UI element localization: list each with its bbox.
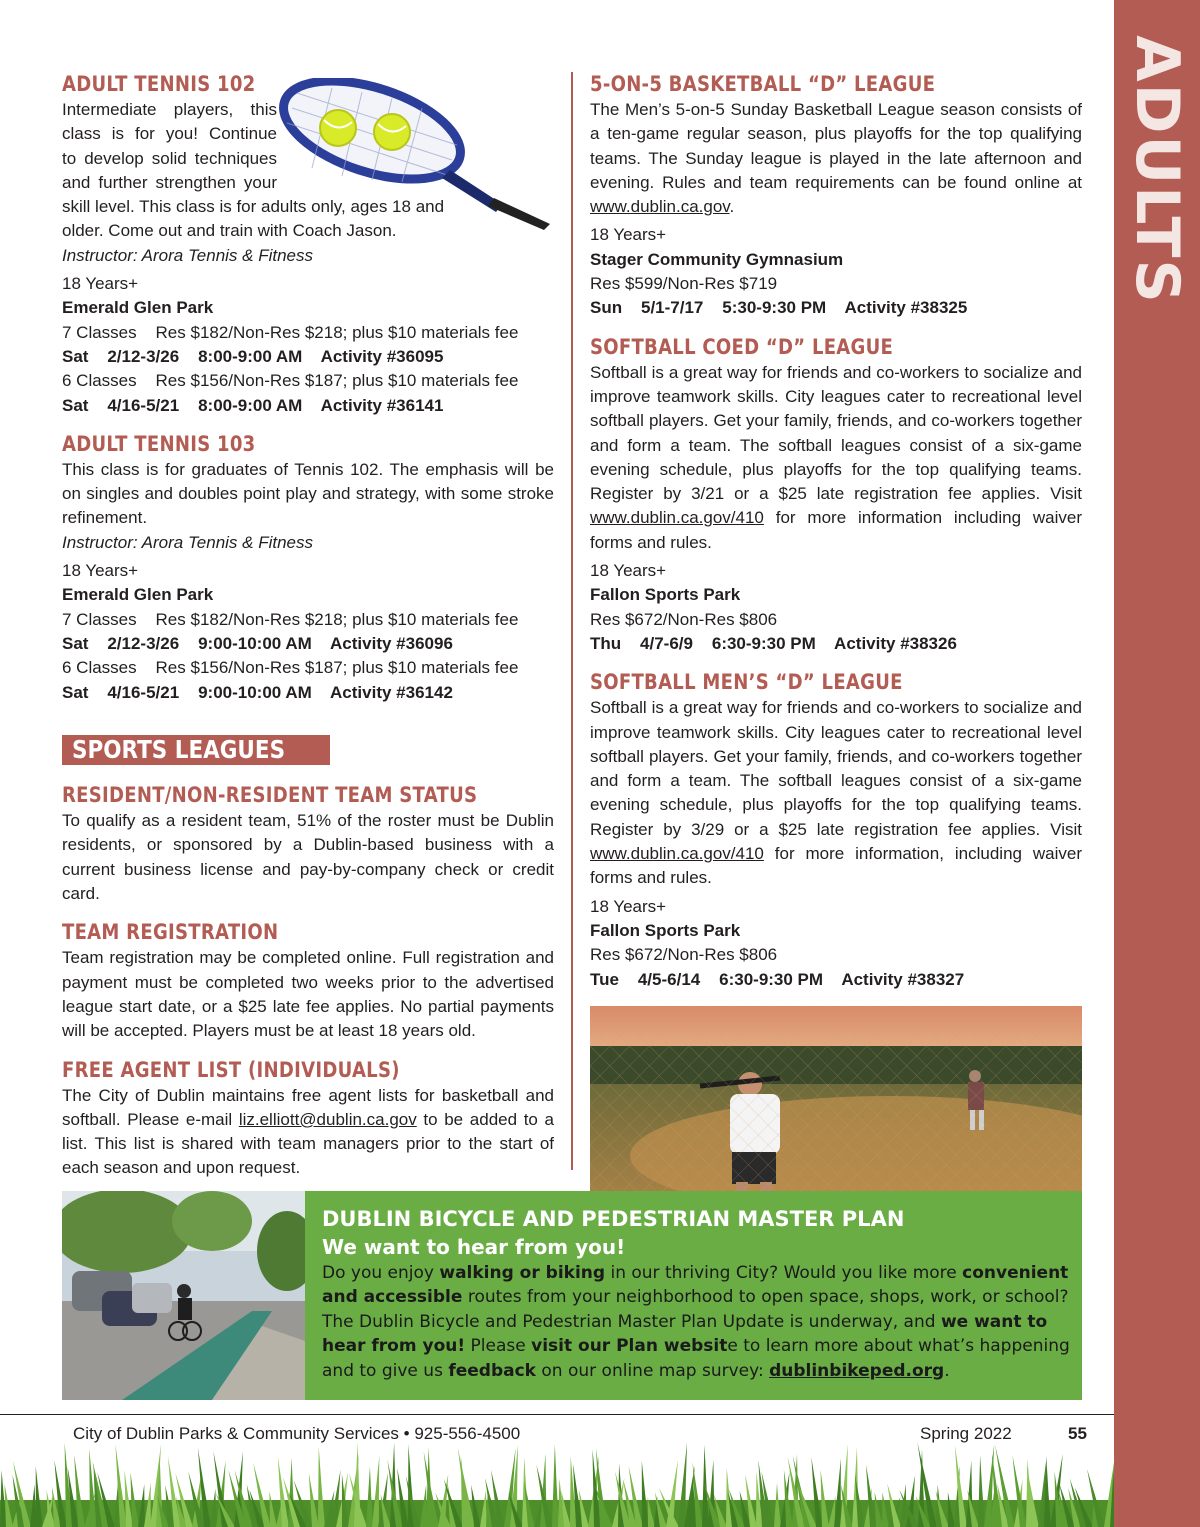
age-range: 18 Years+ <box>590 225 667 245</box>
promo-text-run: e to learn more about what’s happening and to give us <box>322 1336 1070 1381</box>
promo-text-run: Please <box>465 1336 532 1357</box>
section-title: RESIDENT/NON-RESIDENT TEAM STATUS <box>62 783 478 808</box>
grass-blade <box>702 1445 709 1527</box>
session-fee: 6 Classes Res $156/Non-Res $187; plus $10 materials fee <box>62 658 519 678</box>
footer-organization: City of Dublin Parks & Community Services • 925-556-4500 <box>73 1424 521 1443</box>
softball-mens-section <box>590 668 1082 992</box>
promo-text-run: routes from your neighborhood to open space, shops, work, or school? The Dublin Bicycle and Pedestrian Master Plan Update is underway, and <box>322 1287 1069 1332</box>
banner-text: SPORTS LEAGUES <box>72 734 286 764</box>
plan-website-link[interactable]: dublinbikeped.org <box>769 1360 945 1381</box>
session-fee: 6 Classes Res $156/Non-Res $187; plus $10 materials fee <box>62 371 519 391</box>
intro-line: class is for you! Continue <box>62 124 277 144</box>
age-range: 18 Years+ <box>62 274 139 294</box>
age-range: 18 Years+ <box>62 561 139 581</box>
body-text: To qualify as a resident team, 51% of the roster must be Dublin residents, or sponsored by a Dublin-based business with a current business license and pay-by-company check or credit card. <box>62 811 554 904</box>
body-after: for more information including waiver forms and rules. <box>590 508 1082 552</box>
schedule: Tue 4/5-6/14 6:30-9:30 PM Activity #38327 <box>590 969 965 989</box>
tennis-103-section <box>62 430 554 705</box>
left-column <box>62 70 554 1193</box>
intro-line: to develop solid techniques <box>62 148 277 168</box>
website-link[interactable]: www.dublin.ca.gov/410 <box>590 844 764 864</box>
bike-plan-promo <box>62 1191 1082 1400</box>
team-status-section <box>62 781 554 906</box>
location: Fallon Sports Park <box>590 920 741 940</box>
age-range: 18 Years+ <box>590 896 667 916</box>
footer-season: Spring 2022 <box>920 1424 1012 1443</box>
section-title: 5-ON-5 BASKETBALL “D” LEAGUE <box>590 72 936 96</box>
section-title: FREE AGENT LIST (INDIVIDUALS) <box>62 1057 400 1082</box>
footer-rule <box>0 1414 1114 1415</box>
column-divider <box>571 72 573 1170</box>
instructor: Instructor: Arora Tennis & Fitness <box>62 532 314 552</box>
intro-text <box>62 98 277 195</box>
grass-blade <box>552 1444 559 1527</box>
session-fee: 7 Classes Res $182/Non-Res $218; plus $10 materials fee <box>62 322 519 342</box>
body-after: . <box>729 197 735 217</box>
grass-blade <box>366 1466 373 1527</box>
instructor: Instructor: Arora Tennis & Fitness <box>62 245 314 265</box>
section-title: TEAM REGISTRATION <box>62 920 279 945</box>
promo-text-run: on our online map survey: <box>536 1360 770 1381</box>
promo-text-run: . <box>944 1360 950 1381</box>
body-after: to be added to a list. This list is shared with team managers prior to the start of each season and upon request. <box>62 1109 555 1178</box>
promo-subtitle: We want to hear from you! <box>322 1235 626 1259</box>
body-after: for more information, including waiver forms and rules. <box>590 844 1082 888</box>
intro-line: Intermediate players, this <box>62 100 277 119</box>
promo-text-run: in our thriving City? Would you like more <box>605 1263 963 1283</box>
session-schedule: Sat 4/16-5/21 9:00-10:00 AM Activity #36142 <box>62 682 453 702</box>
grass-blade <box>834 1458 841 1527</box>
website-link[interactable]: www.dublin.ca.gov/410 <box>590 508 764 528</box>
email-link[interactable]: liz.elliott@dublin.ca.gov <box>238 1109 417 1129</box>
free-agent-section <box>62 1056 554 1181</box>
tennis-racket-image <box>272 78 554 230</box>
session-schedule: Sat 4/16-5/21 8:00-9:00 AM Activity #36141 <box>62 395 444 415</box>
body-text: skill level. This class is for adults only, ages 18 and older. Come out and train with Coach Jason. <box>62 197 445 241</box>
body-before: Softball is a great way for friends and co-workers to socialize and improve teamwork skills. City leagues cater to recreational level softball players. Get your family, friends, and co-workers together and form a team. The softball leagues consist of a six-game evening schedule, plus playoffs for the top qualifying teams. Register by 3/21 or a $25 late registration fee applies. Visit <box>590 362 1082 504</box>
sports-leagues-banner <box>62 735 330 765</box>
promo-emphasis: feedback <box>448 1360 536 1381</box>
section-title: SOFTBALL COED “D” LEAGUE <box>590 334 894 359</box>
basketball-section <box>590 70 1082 321</box>
location: Emerald Glen Park <box>62 298 214 318</box>
body-before: Softball is a great way for friends and co-workers to socialize and improve teamwork skills. City leagues cater to recreational level softball players. Get your family, friends, and co-workers together and form a team. The softball leagues consist of a six-game evening schedule, plus playoffs for the top qualifying teams. Register by 3/29 or a $25 late registration fee applies. Visit <box>590 698 1082 839</box>
schedule: Sun 5/1-7/17 5:30-9:30 PM Activity #38325 <box>590 298 968 318</box>
promo-emphasis: convenient and accessible <box>322 1263 1069 1308</box>
promo-text-run: Do you enjoy <box>322 1263 440 1283</box>
promo-body <box>322 1261 1070 1383</box>
section-title: ADULT TENNIS 102 <box>62 72 256 96</box>
age-range: 18 Years+ <box>590 561 667 581</box>
fee: Res $672/Non-Res $806 <box>590 609 778 629</box>
fee: Res $599/Non-Res $719 <box>590 274 778 294</box>
promo-text <box>322 1205 1070 1383</box>
location: Stager Community Gymnasium <box>590 249 844 269</box>
body-text: This class is for graduates of Tennis 102. The emphasis will be on singles and doubles point play and strategy, with some stroke refinement. <box>62 459 554 528</box>
fee: Res $672/Non-Res $806 <box>590 945 778 965</box>
location: Fallon Sports Park <box>590 585 741 605</box>
grass-blade <box>372 1456 379 1527</box>
body-text <box>590 696 1082 890</box>
grass-blade <box>978 1455 985 1527</box>
grass-decoration <box>0 1440 1114 1527</box>
promo-emphasis: we want to hear from you! <box>322 1311 1048 1357</box>
softball-coed-section <box>590 333 1082 657</box>
website-link[interactable]: www.dublin.ca.gov <box>590 197 730 217</box>
right-column <box>590 70 1082 1232</box>
body-text <box>62 1084 554 1181</box>
session-schedule: Sat 2/12-3/26 8:00-9:00 AM Activity #36095 <box>62 346 444 366</box>
bike-lane-photo <box>62 1191 305 1400</box>
promo-emphasis: walking or biking <box>439 1263 606 1283</box>
body-before: The Men’s 5-on-5 Sunday Basketball League season consists of a ten-game regular season, plus playoffs for the top qualifying teams. The Sunday league is played in the late afternoon and evening. Rules and team requirements can be found online at <box>590 100 1082 192</box>
schedule: Thu 4/7-6/9 6:30-9:30 PM Activity #38326 <box>590 633 957 653</box>
page-number: 55 <box>1068 1424 1087 1443</box>
body-text: Team registration may be completed online. Full registration and payment must be completed two weeks prior to the advertised league start date, or a $25 late fee applies. No partial payments will be accepted. Players must be at least 18 years old. <box>62 948 554 1041</box>
team-registration-section <box>62 918 554 1043</box>
intro-line: and further strengthen your <box>62 172 277 192</box>
session-schedule: Sat 2/12-3/26 9:00-10:00 AM Activity #36096 <box>62 633 453 653</box>
side-tab-label: ADULTS <box>1122 35 1192 305</box>
section-title: ADULT TENNIS 103 <box>62 431 256 456</box>
body-text <box>590 98 1082 219</box>
body-text <box>590 361 1082 555</box>
session-fee: 7 Classes Res $182/Non-Res $218; plus $10 materials fee <box>62 609 519 629</box>
promo-title: DUBLIN BICYCLE AND PEDESTRIAN MASTER PLAN <box>322 1207 905 1231</box>
section-title: SOFTBALL MEN’S “D” LEAGUE <box>590 670 903 695</box>
location: Emerald Glen Park <box>62 585 214 605</box>
body-before: The City of Dublin maintains free agent lists for basketball and softball. Please e-mail <box>62 1085 554 1129</box>
promo-emphasis: visit our Plan websit <box>531 1336 728 1357</box>
